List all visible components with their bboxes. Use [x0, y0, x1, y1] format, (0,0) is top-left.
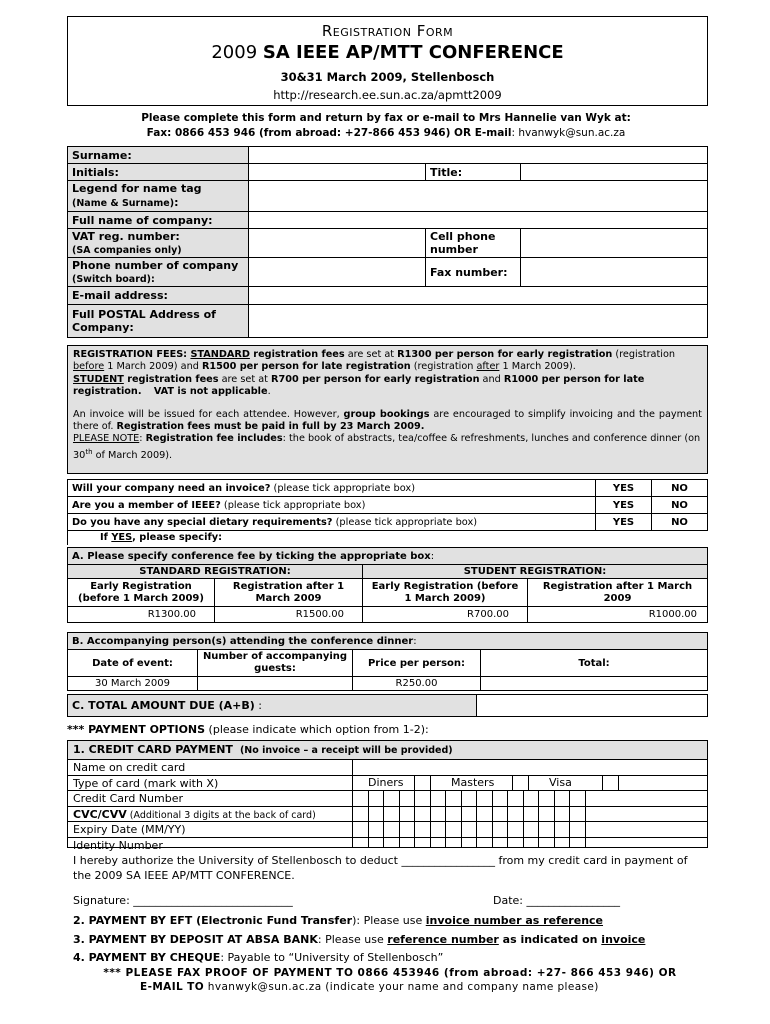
digit-box-divider [445, 790, 446, 847]
instructions-line2: Fax: 0866 453 946 (from abroad: +27-866 453 946) OR E-mail: hvanwyk@sun.ac.za [146, 127, 626, 139]
total-label: Total: [481, 650, 708, 677]
conference-dates: 30&31 March 2009, Stellenbosch [280, 70, 495, 84]
card-type-box [618, 775, 619, 790]
question-row [68, 480, 708, 497]
header-box [67, 16, 708, 106]
payment-option-cheque: 4. PAYMENT BY CHEQUE: Payable to “University of Stellenbosch” [73, 951, 444, 964]
fee-col-header: Registration after 1 March 2009 [215, 579, 363, 607]
digit-box-divider [430, 790, 431, 847]
form-label: Registration Form [321, 22, 454, 40]
no-option[interactable]: NO [652, 497, 708, 514]
authorization-text: I hereby authorize the University of Stellenbosch to deduct _________________ from my credit card in payment of the 2009 SA IEEE AP/MTT CONFERENCE. [73, 854, 688, 882]
signature-line[interactable]: Signature: _____________________________ [73, 894, 293, 907]
contact-table [67, 146, 708, 338]
email-field[interactable] [249, 287, 708, 305]
cc-row [68, 760, 707, 776]
cc-row-label: Expiry Date (MM/YY) [73, 823, 186, 836]
title-label: Title: [426, 164, 521, 181]
cc-row-label: Name on credit card [73, 761, 186, 774]
section-b-title: B. Accompanying person(s) attending the conference dinner: [68, 633, 708, 650]
vat-field[interactable] [249, 229, 426, 258]
surname-field[interactable] [249, 147, 708, 164]
company-field[interactable] [249, 212, 708, 229]
payment-options-intro: *** PAYMENT OPTIONS (please indicate which option from 1-2): [67, 723, 429, 736]
fee-price-option[interactable]: R700.00 [363, 607, 528, 623]
phone-label: Phone number of company (Switch board): [68, 258, 249, 287]
question-text: Will your company need an invoice? (please tick appropriate box) [68, 480, 534, 497]
price-per-person-label: Price per person: [353, 650, 481, 677]
question-row [68, 497, 708, 514]
fees-standard: REGISTRATION FEES: STANDARD registration fees are set at R1300 per person for early registration (registration before 1 March 2009) and R1500 per person for late registration (registration after 1 March 2009). [73, 349, 676, 373]
event-date: 30 March 2009 [68, 677, 198, 691]
question-text: Do you have any special dietary requirements? (please tick appropriate box) [68, 514, 534, 531]
legend-label: Legend for name tag (Name & Surname): [68, 181, 249, 212]
digit-box-divider [476, 790, 477, 847]
digit-box-divider [569, 790, 570, 847]
fee-price-option[interactable]: R1300.00 [68, 607, 215, 623]
fees-note: PLEASE NOTE: Registration fee includes: the book of abstracts, tea/coffee & refreshments, lunches and conference dinner (on 30th of March 2009). [73, 433, 701, 462]
cc-row-label: Identity Number [73, 838, 163, 852]
fees-invoice: An invoice will be issued for each attendee. However, group bookings are encouraged to simplify invoicing and the payment there of. Registration fees must be paid in full by 23 March 2009. [73, 408, 702, 433]
card-type-masters[interactable]: Masters [451, 776, 495, 789]
card-type-box [528, 775, 529, 790]
cc-row-label: Type of card (mark with X) [73, 776, 219, 790]
total-amount-field[interactable] [477, 695, 708, 717]
initials-field[interactable] [249, 164, 426, 181]
digit-box-divider [399, 790, 400, 847]
date-of-event-label: Date of event: [68, 650, 198, 677]
section-a-title: A. Please specify conference fee by ticking the appropriate box: [68, 548, 708, 565]
footer-email: E-MAIL TO hvanwyk@sun.ac.za (indicate your name and company name please) [140, 981, 599, 993]
if-yes-specify[interactable]: If YES, please specify: [68, 531, 708, 545]
digit-box-divider [461, 790, 462, 847]
credit-card-title: 1. CREDIT CARD PAYMENT (No invoice – a receipt will be provided) [68, 741, 707, 760]
card-type-box [512, 775, 513, 790]
fee-price-option[interactable]: R1500.00 [215, 607, 363, 623]
surname-label: Surname: [68, 147, 249, 164]
section-a-table [67, 547, 708, 623]
questions-table [67, 479, 708, 545]
title-field[interactable] [521, 164, 708, 181]
question-text: Are you a member of IEEE? (please tick appropriate box) [68, 497, 534, 514]
guests-label: Number of accompanying guests: [198, 650, 353, 677]
footer-fax-proof: *** PLEASE FAX PROOF OF PAYMENT TO 0866 453946 (from abroad: +27- 866 453 946) OR [103, 967, 677, 979]
payment-option-eft: 2. PAYMENT BY EFT (Electronic Fund Transfer): Please use invoice number as reference [73, 914, 604, 927]
conference-url[interactable]: http://research.ee.sun.ac.za/apmtt2009 [273, 88, 502, 102]
phone-field[interactable] [249, 258, 426, 287]
section-c-table [67, 694, 708, 717]
card-type-box [430, 775, 431, 790]
yes-option[interactable]: YES [596, 514, 652, 531]
fax-label: Fax number: [426, 258, 521, 287]
digit-box-divider [538, 790, 539, 847]
digit-box-divider [492, 790, 493, 847]
conference-title: 2009 SA IEEE AP/MTT CONFERENCE [211, 42, 564, 63]
payment-option-deposit: 3. PAYMENT BY DEPOSIT AT ABSA BANK: Please use reference number as indicated on invoice [73, 933, 646, 946]
digit-box-divider [368, 790, 369, 847]
postal-label: Full POSTAL Address of Company: [68, 305, 249, 338]
fees-student: STUDENT registration fees are set at R700 per person for early registration and R1000 per person for late registration. VAT is not applicable. [73, 373, 645, 398]
cc-row-label: CVC/CVV (Additional 3 digits at the back of card) [73, 807, 316, 821]
digit-box-divider [507, 790, 508, 847]
company-label: Full name of company: [68, 212, 249, 229]
digit-box-divider [383, 790, 384, 847]
cell-field[interactable] [521, 229, 708, 258]
card-type-diners[interactable]: Diners [368, 776, 404, 789]
price-per-person: R250.00 [353, 677, 481, 691]
postal-field[interactable] [249, 305, 708, 338]
cc-row-label: Credit Card Number [73, 792, 183, 805]
card-type-visa[interactable]: Visa [549, 776, 572, 789]
card-type-box [602, 775, 603, 790]
digit-box-divider [414, 790, 415, 847]
digit-box-divider [585, 790, 586, 847]
question-row [68, 514, 708, 531]
fee-col-header: Registration after 1 March 2009 [528, 579, 708, 607]
credit-card-section [67, 740, 708, 852]
fax-field[interactable] [521, 258, 708, 287]
card-type-box [414, 775, 415, 790]
fee-col-header: Early Registration (before 1 March 2009) [363, 579, 528, 607]
digit-box-divider [523, 790, 524, 847]
guests-field[interactable] [198, 677, 353, 691]
no-option[interactable]: NO [652, 514, 708, 531]
section-b-table [67, 632, 708, 691]
standard-registration-header: STANDARD REGISTRATION: [68, 565, 363, 579]
vat-label: VAT reg. number: (SA companies only) [68, 229, 249, 258]
yes-option[interactable]: YES [596, 497, 652, 514]
initials-label: Initials: [68, 164, 249, 181]
email-label: E-mail address: [68, 287, 249, 305]
digit-box-divider [554, 790, 555, 847]
total-field[interactable] [481, 677, 708, 691]
date-line[interactable]: Date: _________________ [493, 894, 620, 907]
total-amount-label: C. TOTAL AMOUNT DUE (A+B) : [68, 695, 477, 717]
fee-price-option[interactable]: R1000.00 [528, 607, 708, 623]
student-registration-header: STUDENT REGISTRATION: [363, 565, 708, 579]
fee-col-header: Early Registration (before 1 March 2009) [68, 579, 215, 607]
instructions-line1: Please complete this form and return by fax or e-mail to Mrs Hannelie van Wyk at: [141, 112, 631, 124]
legend-field[interactable] [249, 181, 708, 212]
no-option[interactable]: NO [652, 480, 708, 497]
cell-label: Cell phone number [426, 229, 521, 258]
fees-box [67, 345, 708, 474]
yes-option[interactable]: YES [596, 480, 652, 497]
card-type-row [353, 776, 707, 790]
